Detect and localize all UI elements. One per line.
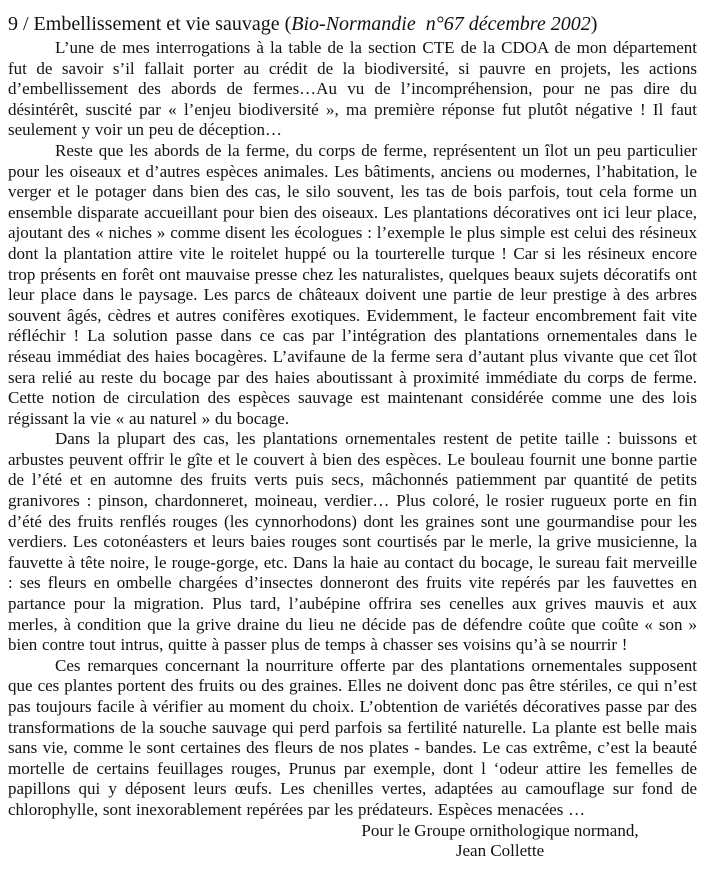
paragraph-intro: L’une de mes interrogations à la table de la section CTE de la CDOA de mon département fut de savoir s’il fallait porter au crédit de la biodiversité, si pauvre en projets, les actions d’embellissement des abords de fermes…Au vu de l’incompréhension, pour ne pas dire du désintérêt, suscité par « l’enjeu biodiversité », ma première réponse fut plutôt négative ! Il faut seulement y voir un peu de déception…	[8, 38, 697, 140]
title-closing-paren: )	[590, 13, 598, 35]
signature-role: Pour le Groupe ornithologique normand,	[361, 820, 639, 840]
paragraph-ferme-ilot: Reste que les abords de la ferme, du corps de ferme, représentent un îlot un peu particulier pour les oiseaux et d’autres espèces animales. Les bâtiments, anciens ou modernes, l’habitation, le verger et le potager dans bien des cas, le silo souvent, les tas de bois parfois, tout cela forme un ensemble disparate accueillant pour bien des oiseaux. Les plantations décoratives ont ici leur place, ajoutant des « niches » comme disent les écologues : l’exemple le plus simple est celui des résineux dont la plantation attire vite le roitelet huppé ou la tourterelle turque ! Car si les résineux encore trop présents en forêt ont mauvaise presse chez les naturalistes, quelques beaux sujets décoratifs ont leur place dans le paysage. Les parcs de châteaux doivent une partie de leur prestige à des arbres souvent âgés, cèdres et autres conifères exotiques. Evidemment, le facteur encombrement fait vite réfléchir ! La solution passe dans ce cas par l’intégration des plantations ornementales dans le réseau immédiat des haies bocagères. L’avifaune de la ferme sera d’autant plus vivante que cet îlot sera relié au reste du bocage par des haies aboutissant à proximité immédiate du corps de ferme. Cette notion de circulation des espèces sauvage est maintenant considérée comme une des lois régissant la vie « au naturel » du bocage.	[8, 140, 697, 428]
title-journal-reference: Bio-Normandie n°67 décembre 2002	[291, 13, 591, 35]
title-text: 9 / Embellissement et vie sauvage (	[8, 13, 292, 35]
signature-block	[300, 821, 700, 862]
page-title	[8, 12, 697, 36]
paragraph-remarques: Ces remarques concernant la nourriture offerte par des plantations ornementales supposent que ces plantes portent des fruits ou des graines. Elles ne doivent donc pas être stériles, ce qui n’est pas toujours facile à vérifier au moment du choix. L’obtention de variétés décoratives passe par des transformations de la souche sauvage qui perd parfois sa fertilité naturelle. La plante est belle mais sans vie, comme le sont certaines des fleurs de nos plates - bandes. Le cas extrême, c’est la beauté mortelle de certains feuillages rouges, Prunus par exemple, dont l ‘odeur attire les femelles de papillons qui y déposent leurs œufs. Les chenilles vertes, adaptées au camouflage sur fond de chlorophylle, sont inexorablement repérées par les prédateurs. Espèces menacées …	[8, 655, 697, 819]
paragraph-plantations: Dans la plupart des cas, les plantations ornementales restent de petite taille : buissons et arbustes peuvent offrir le gîte et le couvert à bien des espèces. Le bouleau fournit une bonne partie de l’été et en automne des fruits verts puis secs, mâchonnés patiemment par quantité de petits granivores : pinson, chardonneret, moineau, verdier… Plus coloré, le rosier rugueux porte en fin d’été des fruits renflés rouges (les cynnorhodons) dont les graines sont une gourmandise pour les verdiers. Les cotonéasters et leurs baies rouges sont courtisés par le merle, la grive musicienne, la fauvette à tête noire, le rouge-gorge, etc. Dans la haie au contact du bocage, le sureau fait merveille : ses fleurs en ombelle chargées d’insectes donneront des fruits vite repérés par les fauvettes en partance pour la migration. Plus tard, l’aubépine offrira ses cenelles aux grives mauvis et aux merles, à condition que la grive draine du lieu ne décide pas de défendre coûte que coûte « son » bien contre tout intrus, quitte à passer plus de temps à chasser ses voisins qu’à se nourrir !	[8, 429, 697, 655]
article-body	[8, 38, 697, 821]
signature-name: Jean Collette	[455, 841, 545, 861]
